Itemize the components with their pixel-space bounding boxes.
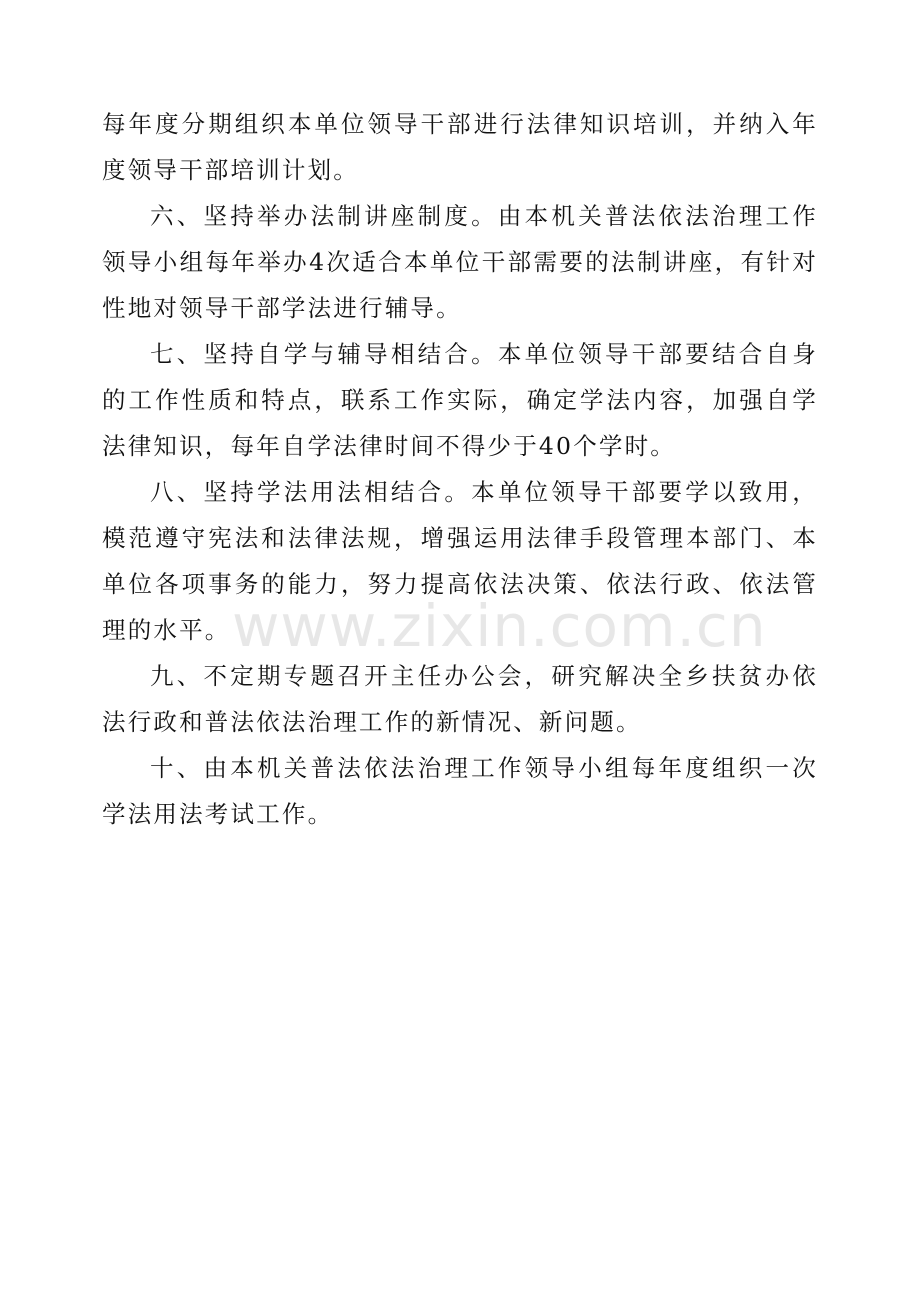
paragraph-item-10: 十、由本机关普法依法治理工作领导小组每年度组织一次学法用法考试工作。 xyxy=(102,754,818,828)
paragraph-item-7: 七、坚持自学与辅导相结合。本单位领导干部要结合自身的工作性质和特点，联系工作实际，确定学法内容，加强自学法律知识，每年自学法律时间不得少于40个学时。 xyxy=(102,340,818,460)
paragraph-item-6: 六、坚持举办法制讲座制度。由本机关普法依法治理工作领导小组每年举办4次适合本单位干部需要的法制讲座，有针对性地对领导干部学法进行辅导。 xyxy=(102,202,818,322)
watermark: www.zixin.com.cn xyxy=(232,592,767,660)
document-body xyxy=(102,101,818,837)
paragraph-training-plan: 每年度分期组织本单位领导干部进行法律知识培训，并纳入年度领导干部培训计划。 xyxy=(102,110,818,184)
paragraph-item-9: 九、不定期专题召开主任办公会，研究解决全乡扶贫办依法行政和普法依法治理工作的新情况、新问题。 xyxy=(102,662,818,736)
paragraph-item-8: 八、坚持学法用法相结合。本单位领导干部要学以致用，模范遵守宪法和法律法规，增强运用法律手段管理本部门、本单位各项事务的能力，努力提高依法决策、依法行政、依法管理的水平。 xyxy=(102,478,818,644)
